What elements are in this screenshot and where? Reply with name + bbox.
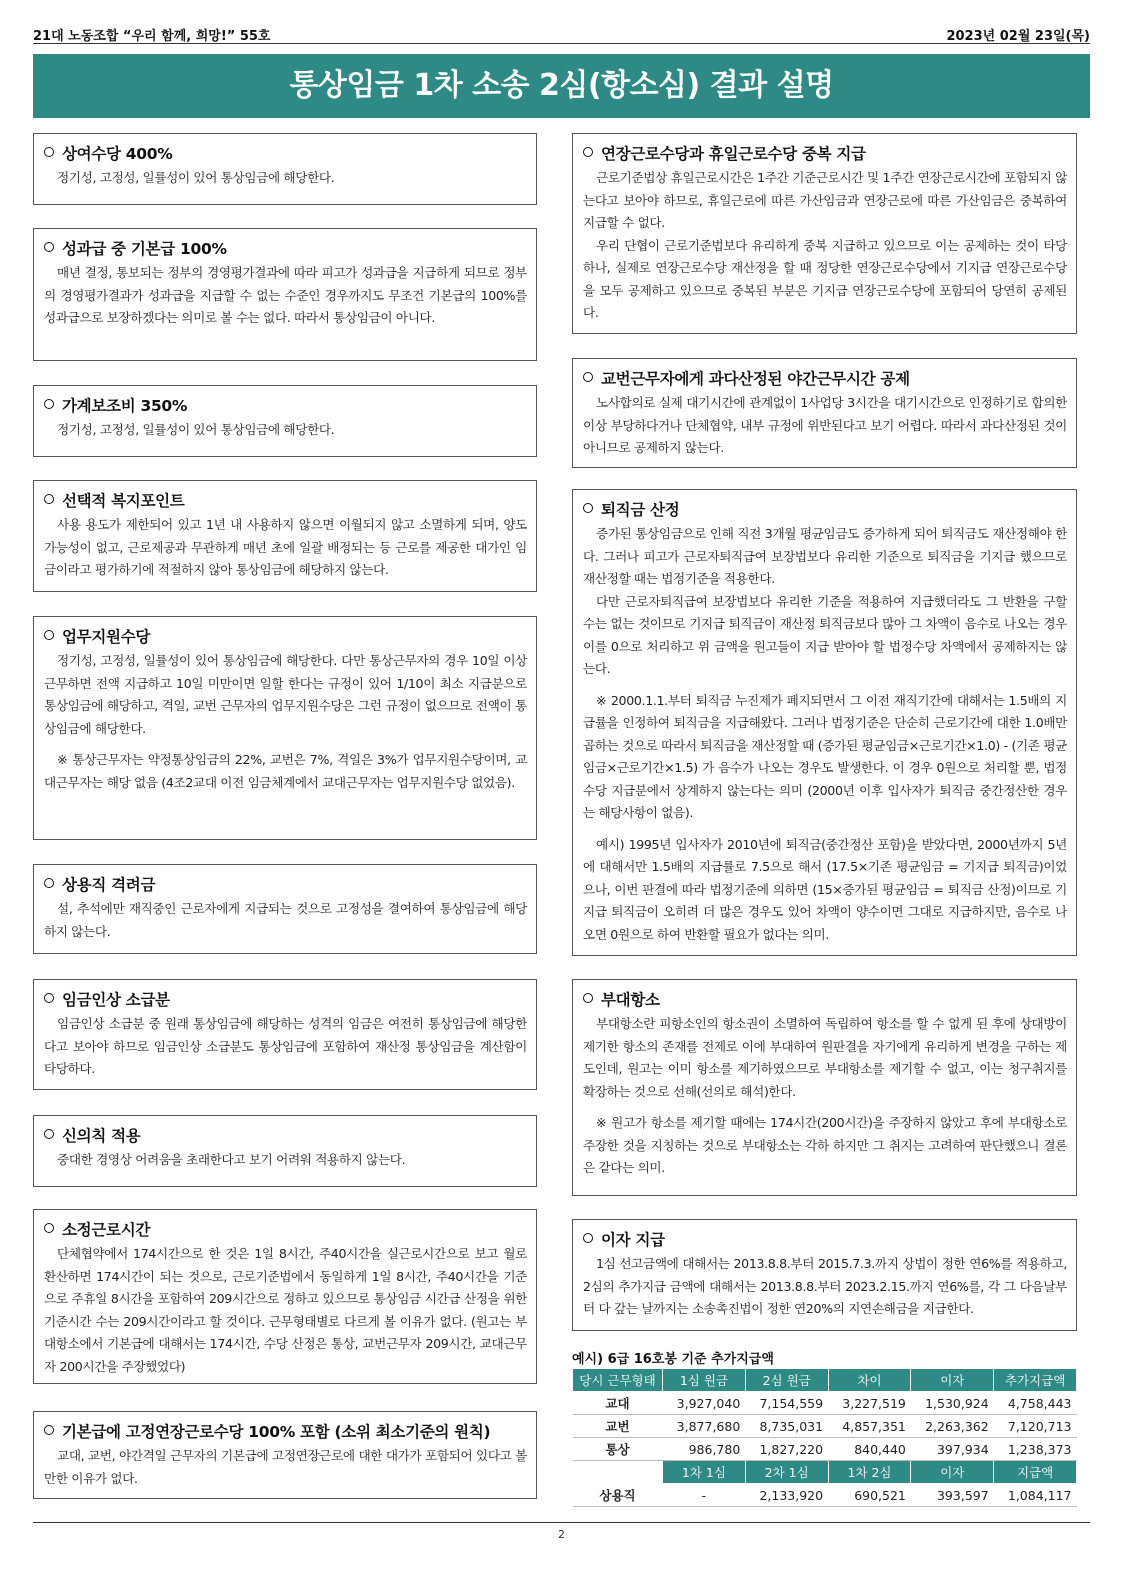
circle-bullet-icon [44, 1425, 54, 1435]
section-heading [44, 142, 527, 164]
section-heading [44, 1218, 527, 1240]
section-heading [44, 625, 527, 647]
section-heading-text: 성과급 중 기본급 100% [62, 240, 227, 258]
section-heading [583, 142, 1067, 164]
section-paragraph: 부대항소란 피항소인의 항소권이 소멸하여 독립하여 항소를 할 수 없게 된 후에 상대방이 제기한 항소의 존재를 전제로 이에 부대하여 원판결을 자기에게 유리하게 변경을 구하는 제도인데, 원고는 이미 항소를 제기하였으므로 부대항소를 제기할 수 없고, 이는 청구취지를 확장하는 것으로 선해(선의로 해석)한다. [583, 1016, 1067, 1099]
section-heading [44, 988, 527, 1010]
section-paragraph: 다만 근로자퇴직급여 보장법보다 유리한 기준을 적용하여 지급했더라도 그 반환을 구할 수는 없는 것이므로 기지급 퇴직금이 재산정 퇴직금보다 많아 그 차액이 음수로 나오는 경우 이를 0으로 처리하고 위 금액을 원고들이 지급 받아야 할 법정수당 차액에서 공제하지는 않는다. [583, 593, 1067, 676]
section-paragraph: 중대한 경영상 어려움을 초래한다고 보기 어려워 적용하지 않는다. [57, 1152, 406, 1167]
section-heading-text: 연장근로수당과 휴일근로수당 중복 지급 [601, 145, 866, 163]
table-cell: 3,927,040 [663, 1392, 746, 1415]
circle-bullet-icon [583, 372, 593, 382]
section-paragraph: 근로기준법상 휴일근로시간은 1주간 기준근로시간 및 1주간 연장근로시간에 포함되지 않는다고 보아야 하므로, 휴일근로에 따른 가산임금과 연장근로에 따른 가산임금은 중복하여 지급할 수 없다. [583, 170, 1067, 230]
section-heading-text: 이자 지급 [601, 1231, 665, 1249]
page-number: 2 [558, 1528, 565, 1541]
section-box [572, 133, 1077, 334]
circle-bullet-icon [44, 993, 54, 1003]
section-box [33, 864, 537, 954]
section-box [33, 1411, 537, 1499]
circle-bullet-icon [44, 494, 54, 504]
issue-label: 21대 노동조합 “우리 함께, 희망!” 55호 [33, 29, 271, 44]
section-heading [44, 394, 527, 416]
section-heading-text: 가계보조비 350% [62, 397, 188, 415]
table-cell: 690,521 [828, 1484, 911, 1507]
table-cell: 3,227,519 [828, 1392, 911, 1415]
section-box [33, 385, 537, 457]
table-body [573, 1392, 1077, 1461]
table-header-cell: 이자 [911, 1461, 994, 1484]
circle-bullet-icon [44, 242, 54, 252]
table-caption: 예시) 6급 16호봉 기준 추가지급액 [572, 1352, 774, 1367]
table-cell: 7,120,713 [994, 1415, 1077, 1438]
table-row [573, 1438, 1077, 1461]
section-heading-text: 상용직 격려금 [62, 876, 156, 894]
table-cell: 1,084,117 [994, 1484, 1077, 1507]
page-title: 통상임금 1차 소송 2심(항소심) 결과 설명 [33, 54, 1090, 118]
circle-bullet-icon [44, 399, 54, 409]
section-heading [583, 498, 1067, 520]
section-heading-text: 퇴직금 산정 [601, 501, 680, 519]
section-heading [44, 1124, 527, 1146]
table-cell: 4,857,351 [828, 1415, 911, 1438]
table-row [573, 1392, 1077, 1415]
table-cell: 1,827,220 [745, 1438, 828, 1461]
table-header-cell: 이자 [911, 1369, 994, 1392]
section-box [33, 1115, 537, 1187]
table-cell: 397,934 [911, 1438, 994, 1461]
table-header-cell: 1심 원금 [663, 1369, 746, 1392]
circle-bullet-icon [44, 878, 54, 888]
table-row-label: 통상 [573, 1438, 663, 1461]
section-heading-text: 소정근로시간 [62, 1221, 151, 1239]
table-header-cell: 1차 1심 [663, 1461, 746, 1484]
circle-bullet-icon [44, 1129, 54, 1139]
table-row [573, 1415, 1077, 1438]
section-paragraph: ※ 2000.1.1.부터 퇴직금 누진제가 폐지되면서 그 이전 재직기간에 대해서는 1.5배의 지급률을 인정하여 퇴직금을 지급해왔다. 그러나 법정기준은 단순히 근로기간에 대한 1.0배만 곱하는 것으로 따라서 퇴직금을 재산정할 때 (증가된 평균임금×근로기간×1.0) - (기존 평균임금×근로기간×1.5) 가 음수가 나오는 경우도 발생한다. 이 경우 0원으로 처리할 뿐, 법정수당 지급분에서 상계하지 않는다는 의미 (2000년 이후 입사자가 퇴직금 중간정산한 경우는 해당사항이 없음). [583, 692, 1067, 820]
table-cell: 1,530,924 [911, 1392, 994, 1415]
table-header-cell: 차이 [828, 1369, 911, 1392]
section-paragraph: 정기성, 고정성, 일률성이 있어 통상임금에 해당한다. 다만 통상근무자의 경우 10일 이상 근무하면 전액 지급하고 10일 미만이면 일할 한다는 규정이 있어 1/10이 최소 지급분으로 통상임금에 해당하고, 격일, 교번 근무자의 업무지원수당은 그런 규정이 없으므로 전액이 통상임금에 해당한다. [44, 653, 527, 736]
table-cell: 7,154,559 [745, 1392, 828, 1415]
section-heading-text: 상여수당 400% [62, 145, 173, 163]
section-paragraph: 설, 추석에만 재직중인 근로자에게 지급되는 것으로 고정성을 결여하여 통상임금에 해당하지 않는다. [44, 901, 527, 939]
section-heading [583, 988, 1067, 1010]
section-paragraph: ※ 통상근무자는 약정통상임금의 22%, 교번은 7%, 격일은 3%가 업무지원수당이며, 교대근무자는 해당 없음 (4조2교대 이전 임금체계에서 교대근무자는 업무지원수당 없었음). [44, 752, 527, 790]
section-paragraph: 단체협약에서 174시간으로 한 것은 1일 8시간, 주40시간을 실근로시간으로 보고 월로 환산하면 174시간이 되는 것으로, 근로기준법에서 동일하게 1일 8시간, 주40시간을 기준으로 주휴일 8시간을 포함하여 209시간으로 정하고 있으므로 통상임금 시간급 산정을 위한 기준시간 수는 209시간이라고 할 것이다. 근무형태별로 다르게 볼 이유가 없다. (원고는 부대항소에서 기본급에 대해서는 174시간, 수당 산정은 통상, 교번근무자 209시간, 교대근무자 200시간을 주장했었다) [44, 1246, 527, 1374]
section-paragraph: 증가된 통상임금으로 인해 직전 3개월 평균임금도 증가하게 되어 퇴직금도 재산정해야 한다. 그러나 피고가 근로자퇴직급여 보장법보다 유리한 기준으로 퇴직금을 기지급 했으므로 재산정할 때는 법정기준을 적용한다. [583, 526, 1067, 586]
section-heading-text: 신의칙 적용 [62, 1127, 141, 1145]
table-cell: 8,735,031 [745, 1415, 828, 1438]
table-cell: 3,877,680 [663, 1415, 746, 1438]
section-paragraph: 정기성, 고정성, 일률성이 있어 통상임금에 해당한다. [57, 422, 335, 437]
circle-bullet-icon [583, 147, 593, 157]
table-cell: 1,238,373 [994, 1438, 1077, 1461]
section-heading-text: 기본급에 고정연장근로수당 100% 포함 (소위 최소기준의 원칙) [62, 1423, 491, 1441]
section-box [33, 1209, 537, 1384]
table-cell: 2,263,362 [911, 1415, 994, 1438]
table-body-2 [573, 1484, 1077, 1507]
section-heading-text: 임금인상 소급분 [62, 991, 170, 1009]
table-row-label: 교번 [573, 1415, 663, 1438]
section-heading [44, 1420, 527, 1442]
table-header-cell: 지급액 [994, 1461, 1077, 1484]
section-paragraph: 1심 선고금액에 대해서는 2013.8.8.부터 2015.7.3.까지 상법이 정한 연6%를 적용하고, 2심의 추가지급 금액에 대해서는 2013.8.8.부터 2023.2.15.까지 연6%를, 각 그 다음날부터 다 갚는 날까지는 소송촉진법이 정한 연20%의 지연손해금을 지급한다. [583, 1256, 1067, 1316]
table-header-cell: 추가지급액 [994, 1369, 1077, 1392]
circle-bullet-icon [583, 993, 593, 1003]
footer-rule [33, 1522, 1090, 1523]
section-heading [44, 489, 527, 511]
table-cell: 840,440 [828, 1438, 911, 1461]
section-paragraph: 우리 단협이 근로기준법보다 유리하게 중복 지급하고 있으므로 이는 공제하는 것이 타당하나, 실제로 연장근로수당 재산정을 할 때 정당한 연장근로수당에서 기지급 연장근로수당을 모두 공제하고 있으므로 중복된 부분은 기지급 연장근로수당에 포함되어 당연히 공제된다. [583, 237, 1067, 320]
section-paragraph: 사용 용도가 제한되어 있고 1년 내 사용하지 않으면 이월되지 않고 소멸하게 되며, 양도 가능성이 없고, 근로제공과 무관하게 매년 초에 일괄 배정되는 등 근로를 제공한 대가인 임금이라고 평가하기에 적절하지 않아 통상임금에 해당하지 않는다. [44, 517, 527, 577]
section-paragraph: 임금인상 소급분 중 원래 통상임금에 해당하는 성격의 임금은 여전히 통상임금에 해당한다고 보아야 하므로 임금인상 소급분도 통상임금에 포함하여 재산정 통상임금을 계산함이 타당하다. [44, 1016, 527, 1076]
section-heading [583, 1228, 1067, 1250]
newsletter-header [33, 24, 1090, 44]
section-box [572, 979, 1077, 1196]
section-heading [44, 873, 527, 895]
table-header-row [573, 1369, 1077, 1392]
section-paragraph: 매년 결정, 통보되는 정부의 경영평가결과에 따라 피고가 성과급을 지급하게 되므로 정부의 경영평가결과가 성과급을 지급할 수 없는 수준인 경우까지도 무조건 기본급의 100%를 성과급으로 보장하겠다는 의미로 볼 수는 없다. 따라서 통상임금이 아니다. [44, 265, 527, 325]
issue-date: 2023년 02월 23일(목) [946, 29, 1090, 44]
section-paragraph: 노사합의로 실제 대기시간에 관계없이 1사업당 3시간을 대기시간으로 인정하기로 합의한 이상 부당하다거나 단체협약, 내부 규정에 위반된다고 보기 어렵다. 따라서 과다산정된 것이 아니므로 공제하지 않는다. [583, 395, 1067, 455]
table-header-cell: 당시 근무형태 [573, 1369, 663, 1392]
section-box [33, 616, 537, 840]
circle-bullet-icon [44, 1223, 54, 1233]
payment-table [572, 1368, 1077, 1507]
section-box [33, 979, 537, 1090]
section-box [33, 228, 537, 361]
circle-bullet-icon [44, 630, 54, 640]
section-heading [583, 367, 1067, 389]
section-box [572, 489, 1077, 956]
section-heading [44, 237, 527, 259]
table-header-cell: 1차 2심 [828, 1461, 911, 1484]
section-box [33, 480, 537, 592]
section-heading-text: 부대항소 [601, 991, 660, 1009]
table-cell: - [663, 1484, 746, 1507]
section-heading-text: 선택적 복지포인트 [62, 492, 185, 510]
table-cell: 2,133,920 [745, 1484, 828, 1507]
section-paragraph: 정기성, 고정성, 일률성이 있어 통상임금에 해당한다. [57, 170, 335, 185]
table-header-cell [573, 1461, 663, 1484]
section-heading-text: 업무지원수당 [62, 628, 151, 646]
circle-bullet-icon [583, 503, 593, 513]
table-row [573, 1484, 1077, 1507]
section-paragraph: 교대, 교번, 야간격일 근무자의 기본급에 고정연장근로에 대한 대가가 포함되어 있다고 볼만한 이유가 없다. [44, 1448, 527, 1486]
section-paragraph: 예시) 1995년 입사자가 2010년에 퇴직금(중간정산 포함)을 받았다면, 2000년까지 5년에 대해서만 1.5배의 지급률로 7.5으로 해서 (17.5×기존 평균임금 = 기지급 퇴직금)이었으나, 이번 판결에 따라 법정기준에 의하면 (15×증가된 평균임금 = 퇴직금 산정)이므로 기지급 퇴직금이 오히려 더 많은 경우도 있어 차액이 양수이면 그대로 지급하지만, 음수로 나오면 0원으로 하여 반환할 필요가 없다는 의미. [583, 836, 1067, 942]
section-box [33, 133, 537, 205]
circle-bullet-icon [583, 1233, 593, 1243]
table-row-label: 상용직 [573, 1484, 663, 1507]
table-cell: 986,780 [663, 1438, 746, 1461]
circle-bullet-icon [44, 147, 54, 157]
table-header-cell: 2심 원금 [745, 1369, 828, 1392]
table-cell: 393,597 [911, 1484, 994, 1507]
section-box [572, 1219, 1077, 1331]
section-heading-text: 교번근무자에게 과다산정된 야간근무시간 공제 [601, 370, 910, 388]
section-box [572, 358, 1077, 468]
table-subheader-row [573, 1461, 1077, 1484]
table-header-cell: 2차 1심 [745, 1461, 828, 1484]
table-cell: 4,758,443 [994, 1392, 1077, 1415]
table-row-label: 교대 [573, 1392, 663, 1415]
section-paragraph: ※ 원고가 항소를 제기할 때에는 174시간(200시간)을 주장하지 않았고 후에 부대항소로 주장한 것을 지칭하는 것으로 부대항소는 각하 하지만 그 취지는 고려하여 판단했으니 결론은 같다는 의미. [583, 1115, 1067, 1175]
